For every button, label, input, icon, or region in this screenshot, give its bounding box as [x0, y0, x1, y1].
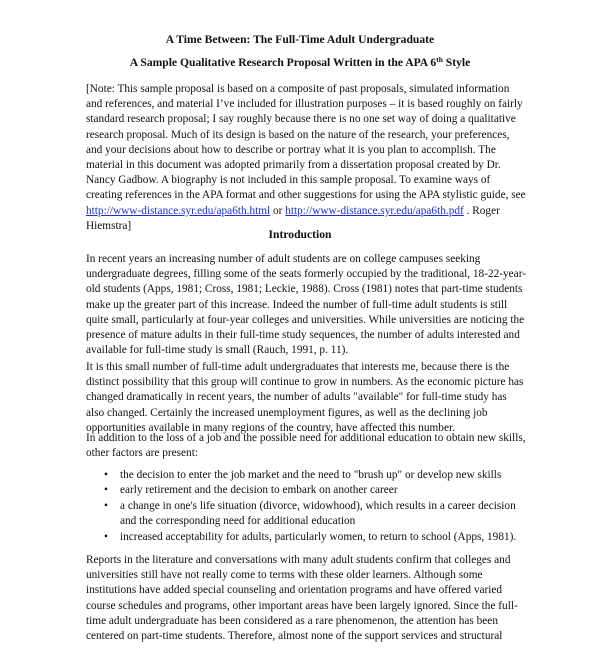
note-or: or	[270, 204, 286, 217]
paragraph-4: Reports in the literature and conversations with many adult students confirm that colleges and universities still have not really come to terms with these older learners. Although some institutions have added special counseling and orientation programs and have offered varied course schedules and programs, other important areas have been largely ignored. Since the full-time adult undergraduate has been considered as a rare phenomenon, the attention has been centered on part-time students. Therefore, almost none of the support services and structural	[86, 554, 518, 643]
paragraph-1: In recent years an increasing number of adult students are on college campuses seeking undergraduate degrees, filling some of the seats formerly occupied by the traditional, 18-22-year-old students (Apps, 1981; Cross, 1981; Leckie, 1988). Cross (1981) notes that part-time students make up the greater part of this increase. Indeed the number of full-time adult students is still quite small, particularly at four-year colleges and universities. While universities are noticing the presence of mature adults in their full-time study sequences, the number of adults interested and available for full-time study is small (Rauch, 1991, p. 11).	[86, 253, 526, 357]
bullet-icon: •	[104, 469, 108, 481]
apa-html-link[interactable]: http://www-distance.syr.edu/apa6th.html	[86, 204, 271, 217]
list-item	[86, 499, 526, 530]
document-title: A Time Between: The Full-Time Adult Undergraduate	[165, 33, 435, 46]
list-item-text: a change in one's life situation (divorce, widowhood), which results in a career decision and the corresponding need for additional education	[120, 499, 516, 528]
note-text: [Note: This sample proposal is based on a composite of past proposals, simulated information and references, and material I’ve included for illustration purposes – it is based roughly on fairly standard research proposal; I say roughly because there is no one set way of doing a qualitative research proposal. Much of its design is based on the nature of the research, your preferences, and your decisions about how to describe or portray what it is you plan to accomplish. The material in this document was adopted primarily from a dissertation proposal created by Dr. Nancy Gadbow. A biography is not included in this sample proposal. To examine ways of creating references in the APA format and other suggestions for using the APA stylistic guide, see	[86, 83, 526, 202]
subtitle-suffix: Style	[442, 56, 471, 69]
subtitle-text: A Sample Qualitative Research Proposal Written in the APA 6	[129, 56, 437, 69]
bullet-icon: •	[104, 530, 108, 543]
paragraph-2: It is this small number of full-time adult undergraduates that interests me, because there is the distinct possibility that this group will continue to grow in numbers. As the economic picture has changed dramatically in recent years, the number of adults "available" for full-time study has also changed. Certainly the increased unemployment figures, as well as the declining job opportunities available in many regions of the country, have affected this number.	[86, 361, 524, 434]
list-item-text: the decision to enter the job market and the need to "brush up" or develop new skills	[120, 469, 502, 481]
document-subtitle	[0, 56, 600, 70]
bullet-icon: •	[104, 484, 108, 497]
list-item	[86, 468, 526, 483]
list-item	[86, 483, 526, 498]
author-note	[86, 82, 526, 234]
list-item-text: early retirement and the decision to embark on another career	[120, 484, 398, 497]
list-item	[86, 530, 526, 545]
apa-pdf-link[interactable]: http://www-distance.syr.edu/apa6th.pdf	[285, 204, 464, 217]
factors-list	[86, 468, 526, 545]
subtitle-superscript: th	[436, 55, 443, 64]
section-heading-introduction: Introduction	[268, 228, 332, 241]
bullet-icon: •	[104, 499, 108, 512]
note-end: . Roger Hiemstra]	[86, 204, 500, 232]
list-item-text: increased acceptability for adults, particularly women, to return to school (Apps, 1981).	[120, 530, 517, 543]
paragraph-3: In addition to the loss of a job and the possible need for additional education to obtain new skills, other factors are present:	[86, 432, 526, 460]
